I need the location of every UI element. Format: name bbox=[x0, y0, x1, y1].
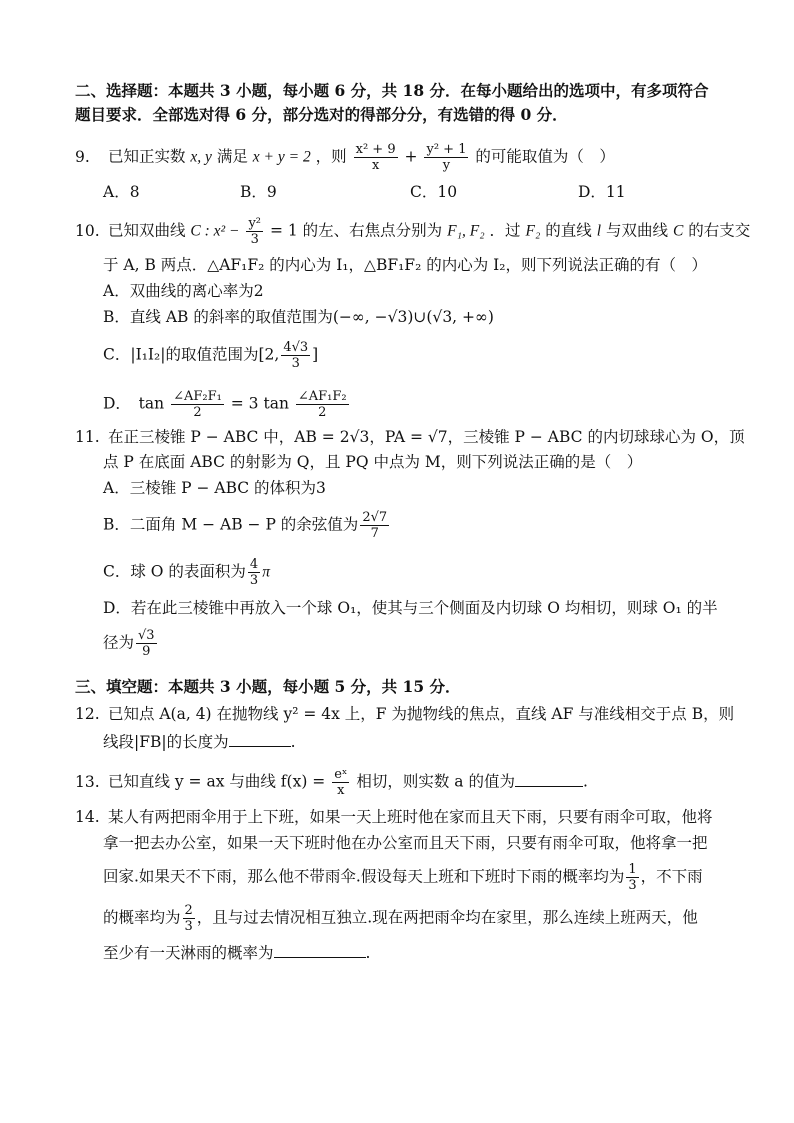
q10-optd-a: D． tan bbox=[103, 394, 165, 413]
q11-line2: 点 P 在底面 ABC 的射影为 Q，且 PQ 中点为 M，则下列说法正确的是（ ） bbox=[103, 453, 643, 471]
q11-optc-fraction bbox=[248, 557, 260, 588]
question-14 bbox=[75, 806, 712, 828]
q10-optd-mid: = 3 tan bbox=[230, 394, 289, 413]
q11-optd-fraction bbox=[136, 628, 157, 659]
q14-line5-b: . bbox=[365, 944, 371, 962]
q10-optd-fraction-1 bbox=[171, 389, 224, 420]
section2-header-line1: 二、选择题：本题共 3 小题，每小题 6 分，共 18 分．在每小题给出的选项中，有多项符合 bbox=[75, 81, 709, 100]
q14-line3 bbox=[103, 862, 703, 893]
fraction-numerator: 1 bbox=[628, 862, 637, 877]
q14-line4 bbox=[103, 903, 698, 934]
q10-optc-fraction bbox=[281, 340, 310, 371]
fraction-numerator: y² bbox=[248, 216, 262, 231]
fraction-numerator: ∠AF₂F₁ bbox=[173, 389, 222, 404]
question-10 bbox=[75, 216, 750, 247]
q14-fraction-1 bbox=[626, 862, 638, 893]
q14-fraction-2 bbox=[183, 903, 195, 934]
question-9 bbox=[75, 142, 615, 173]
q10-line1-f: 的直线 bbox=[545, 221, 592, 240]
fraction-numerator: 4√3 bbox=[283, 340, 309, 355]
q14-line2: 拿一把去办公室，如果一天下班时他在办公室而且天下雨，只要有雨伞可取，他将拿一把 bbox=[103, 834, 708, 852]
q9-option-b: B．9 bbox=[240, 183, 277, 201]
q10-line2: 于 A, B 两点．△AF₁F₂ 的内心为 I₁，△BF₁F₂ 的内心为 I₂，则下列说法正确的有（ ） bbox=[103, 256, 707, 274]
q10-line1-h: 与双曲线 bbox=[605, 221, 668, 240]
question-number: 14. bbox=[75, 808, 100, 826]
q11-option-c bbox=[103, 557, 270, 588]
q9-stem-a: 已知正实数 bbox=[107, 147, 186, 166]
q9-stem-eq: x + y = 2 bbox=[252, 148, 311, 166]
fraction-numerator: √3 bbox=[138, 628, 155, 643]
q10-eq-a: C : x² − bbox=[190, 222, 240, 240]
q11-option-b bbox=[103, 510, 391, 541]
section3-header: 三、填空题：本题共 3 小题，每小题 5 分，共 15 分． bbox=[75, 677, 461, 696]
q10-option-b: B．直线 AB 的斜率的取值范围为(−∞, −√3)∪(√3, +∞) bbox=[103, 308, 494, 326]
fraction-numerator: eˣ bbox=[334, 767, 348, 782]
answer-blank[interactable] bbox=[274, 943, 366, 958]
fraction-numerator: 2√7 bbox=[362, 510, 388, 525]
answer-blank[interactable] bbox=[229, 732, 291, 747]
q12-line2 bbox=[103, 731, 296, 753]
q9-option-c: C．10 bbox=[410, 183, 458, 201]
q12-line2-b: . bbox=[290, 733, 296, 751]
fraction-denominator: 3 bbox=[628, 878, 637, 893]
q14-line1: 某人有两把雨伞用于上下班，如果一天上班时他在家而且天下雨，只要有雨伞可取，他将 bbox=[107, 808, 713, 826]
question-number: 13. bbox=[75, 772, 100, 791]
fraction-denominator: 3 bbox=[250, 232, 259, 247]
q10-line1-b: 的左、右焦点分别为 bbox=[302, 221, 443, 240]
q11-optc-a: C．球 O 的表面积为 bbox=[103, 562, 246, 581]
q9-stem-d: 的可能取值为（ ） bbox=[475, 147, 615, 166]
question-number: 12. bbox=[75, 705, 100, 723]
q10-option-d bbox=[103, 389, 351, 420]
fraction-numerator: 4 bbox=[249, 557, 259, 572]
q10-eq-b: = 1 bbox=[269, 221, 298, 240]
q10-line1-e: F₂ bbox=[525, 222, 541, 240]
fraction-denominator: x bbox=[371, 158, 380, 173]
question-number: 9. bbox=[75, 147, 90, 166]
fraction-denominator: 3 bbox=[184, 919, 193, 934]
q11-optd-a: 径为 bbox=[103, 633, 135, 652]
question-12 bbox=[75, 703, 734, 725]
fraction-denominator: 7 bbox=[370, 526, 379, 541]
q14-line3-b: ，不下雨 bbox=[640, 867, 703, 886]
question-13 bbox=[75, 767, 588, 798]
q9-stem-b: 满足 bbox=[216, 147, 248, 166]
q10-optd-fraction-2 bbox=[296, 389, 349, 420]
q9-fraction-1 bbox=[354, 142, 398, 173]
q11-optc-b: π bbox=[262, 563, 270, 581]
q10-line1-a: 已知双曲线 bbox=[107, 221, 186, 240]
q10-line1-c: F₁, F₂ bbox=[447, 222, 485, 240]
q9-option-d: D．11 bbox=[578, 183, 626, 201]
fraction-denominator: x bbox=[337, 783, 345, 798]
q13-fraction bbox=[332, 767, 349, 798]
q14-line5-a: 至少有一天淋雨的概率为 bbox=[103, 944, 274, 962]
q10-line1-j: 的右支交 bbox=[688, 221, 751, 240]
fraction-denominator: 9 bbox=[142, 644, 151, 659]
q14-line3-a: 回家.如果天不下雨，那么他不带雨伞.假设每天上班和下班时下雨的概率均为 bbox=[103, 867, 625, 886]
fraction-numerator: ∠AF₁F₂ bbox=[297, 389, 347, 404]
q10-option-a: A．双曲线的离心率为2 bbox=[103, 282, 264, 300]
q10-line1-g: l bbox=[596, 222, 602, 240]
q10-optc-a: C．|I₁I₂|的取值范围为[2, bbox=[103, 345, 280, 364]
q11-line1: 在正三棱锥 P − ABC 中，AB = 2√3，PA = √7，三棱锥 P − ABC 的内切球球心为 O，顶 bbox=[107, 428, 745, 446]
q10-line1-i: C bbox=[672, 222, 684, 240]
q13-b: 相切，则实数 a 的值为 bbox=[356, 772, 515, 791]
fraction-denominator: y bbox=[442, 158, 451, 173]
q10-line1-d: ．过 bbox=[489, 221, 521, 240]
q11-option-d-line2 bbox=[103, 628, 159, 659]
q14-line5 bbox=[103, 942, 370, 964]
q13-a: 已知直线 y = ax 与曲线 f(x) = bbox=[107, 772, 326, 791]
answer-blank[interactable] bbox=[515, 772, 583, 787]
q9-fraction-2 bbox=[424, 142, 468, 173]
fraction-numerator: 2 bbox=[184, 903, 193, 918]
q11-option-d-line1: D．若在此三棱锥中再放入一个球 O₁，使其与三个侧面及内切球 O 均相切，则球 O₁ 的半 bbox=[103, 599, 718, 617]
q12-line1: 已知点 A(a, 4) 在抛物线 y² = 4x 上，F 为抛物线的焦点，直线 AF 与准线相交于点 B，则 bbox=[107, 705, 735, 723]
q14-line4-a: 的概率均为 bbox=[103, 908, 181, 927]
section2-header-line2: 题目要求．全部选对得 6 分，部分选对的得部分分，有选错的得 0 分． bbox=[75, 105, 568, 124]
q9-stem-vars: x, y bbox=[190, 148, 212, 166]
fraction-denominator: 2 bbox=[318, 405, 327, 420]
q11-optb-fraction bbox=[360, 510, 389, 541]
fraction-numerator: x² + 9 bbox=[355, 142, 396, 157]
question-11 bbox=[75, 426, 745, 448]
fraction-denominator: 3 bbox=[249, 573, 259, 588]
plus-sign: + bbox=[404, 147, 418, 166]
q13-c: . bbox=[582, 772, 588, 791]
q10-fraction bbox=[246, 216, 263, 247]
q12-line2-a: 线段|FB|的长度为 bbox=[103, 733, 229, 751]
q9-stem-c: ，则 bbox=[315, 147, 347, 166]
fraction-numerator: y² + 1 bbox=[426, 142, 467, 157]
q10-optc-b: ] bbox=[312, 345, 319, 364]
q11-optb-a: B．二面角 M − AB − P 的余弦值为 bbox=[103, 515, 359, 534]
q9-option-a: A．8 bbox=[103, 183, 140, 201]
q10-option-c bbox=[103, 340, 318, 371]
fraction-denominator: 2 bbox=[193, 405, 202, 420]
q11-option-a: A．三棱锥 P − ABC 的体积为3 bbox=[103, 479, 326, 497]
question-number: 11. bbox=[75, 428, 100, 446]
question-number: 10. bbox=[75, 221, 100, 240]
fraction-denominator: 3 bbox=[291, 356, 300, 371]
q14-line4-b: ，且与过去情况相互独立.现在两把雨伞均在家里，那么连续上班两天，他 bbox=[196, 908, 698, 927]
